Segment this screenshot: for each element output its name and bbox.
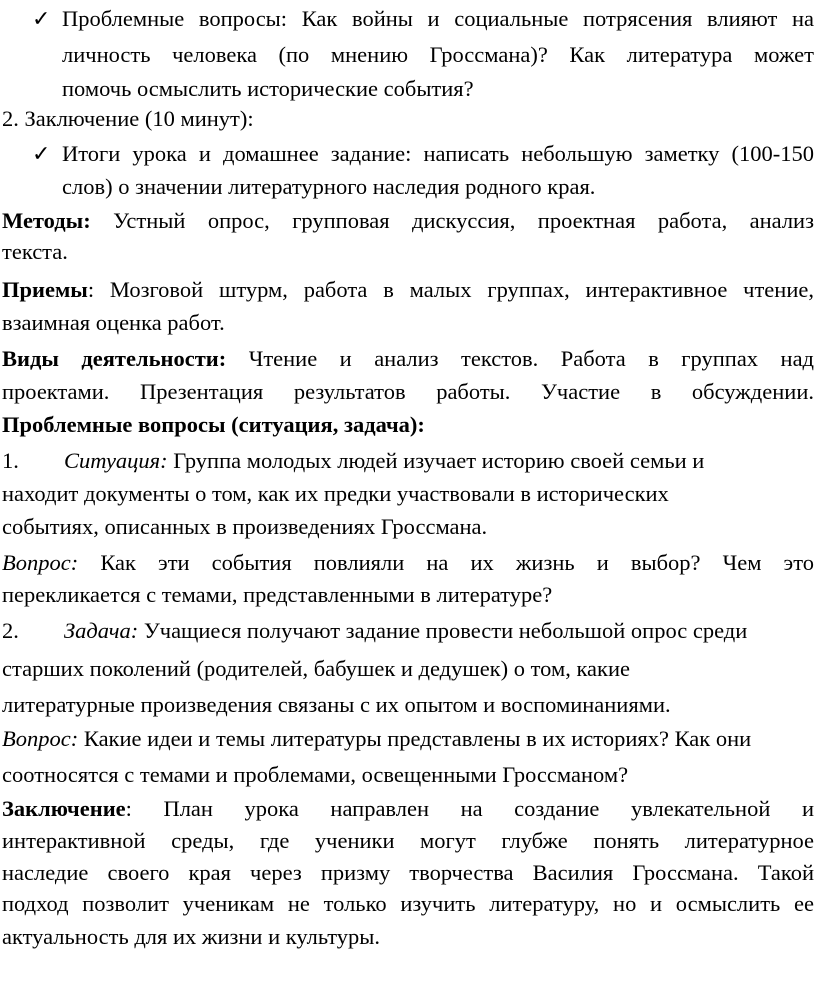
techniques-label: Приемы: [2, 277, 88, 302]
conclusion-label: Заключение: [2, 796, 126, 821]
case1-number: 1.: [2, 448, 19, 473]
techniques-line2: взаимная оценка работ.: [2, 310, 225, 335]
case1-label: Ситуация:: [64, 448, 168, 473]
activities-line1: Виды деятельности: Чтение и анализ текстов. Работа в группах над: [2, 346, 815, 371]
techniques-line1: Приемы: Мозговой штурм, работа в малых группах, интерактивное чтение,: [2, 277, 814, 302]
problems-heading: Проблемные вопросы (ситуация, задача):: [2, 412, 425, 437]
case1-line1: 1. Ситуация: Группа молодых людей изучает историю своей семьи и: [2, 446, 816, 476]
methods-label: Методы:: [2, 208, 91, 233]
question1-label: Вопрос:: [2, 550, 79, 575]
section2-heading: 2. Заключение (10 минут):: [2, 106, 254, 131]
item2-line2: слов) о значении литературного наследия родного края.: [62, 174, 596, 199]
conclusion-line4: подход позволит ученикам не только изучить литературу, но и осмыслить ее: [2, 891, 814, 916]
item2-line1: Итоги урока и домашнее задание: написать небольшую заметку (100-150: [62, 141, 814, 166]
activities-line2: проектами. Презентация результатов работы. Участие в обсуждении.: [2, 379, 814, 404]
question2-label: Вопрос:: [2, 726, 79, 751]
item1-line1: Проблемные вопросы: Как войны и социальные потрясения влияют на: [62, 6, 814, 31]
checkmark-icon: ✓: [32, 6, 51, 31]
conclusion-line2: интерактивной среды, где ученики могут глубже понять литературное: [2, 828, 814, 853]
case2-line1: 2. Задача: Учащиеся получают задание провести небольшой опрос среди: [2, 616, 816, 646]
case1-line3: событиях, описанных в произведениях Гроссмана.: [2, 514, 488, 539]
item1-line2: личность человека (по мнению Гроссмана)? Как литература может: [62, 42, 814, 67]
activities-label: Виды деятельности:: [2, 346, 227, 371]
question2-line2: соотносятся с темами и проблемами, освещенными Гроссманом?: [2, 762, 629, 787]
methods-line2: текста.: [2, 239, 68, 264]
case2-line2: старших поколений (родителей, бабушек и дедушек) о том, какие: [2, 656, 630, 681]
question1-line2: перекликается с темами, представленными в литературе?: [2, 582, 553, 607]
conclusion-line3: наследие своего края через призму творчества Василия Гроссмана. Такой: [2, 860, 814, 885]
case2-line3: литературные произведения связаны с их опытом и воспоминаниями.: [2, 692, 671, 717]
item1-line3: помочь осмыслить исторические события?: [62, 76, 474, 101]
checkmark-icon: ✓: [32, 141, 51, 166]
case2-number: 2.: [2, 618, 19, 643]
conclusion-line1: Заключение: План урока направлен на создание увлекательной и: [2, 796, 814, 821]
case2-label: Задача:: [64, 618, 139, 643]
case1-line2: находит документы о том, как их предки участвовали в исторических: [2, 481, 669, 506]
question1-line1: Вопрос: Как эти события повлияли на их жизнь и выбор? Чем это: [2, 550, 814, 575]
methods-line1: Методы: Устный опрос, групповая дискуссия, проектная работа, анализ: [2, 208, 814, 233]
question2-line1: Вопрос: Какие идеи и темы литературы представлены в их историях? Как они: [2, 726, 752, 751]
conclusion-line5: актуальность для их жизни и культуры.: [2, 924, 381, 949]
